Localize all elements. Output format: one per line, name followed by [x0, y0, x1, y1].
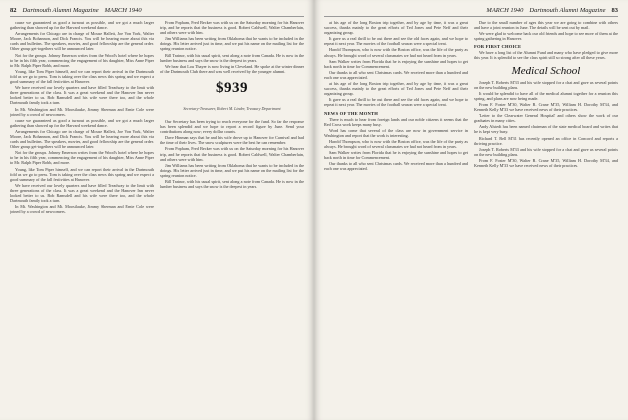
paragraph: From Popham, Fred Becker was with us on the Saturday morning for his Hanover trip, and he reports that the business is good. Robert Caldwell, Walter Chamberlain, and others were with him.	[160, 146, 304, 162]
paragraph: 'Letter to the Clearwater General Hospital' and others show the work of our graduates in many cities.	[474, 113, 618, 124]
left-col-1	[10, 20, 154, 412]
paragraph: Harold Thompson, who is now with the Boston office, was the life of the party as always. He brought word of several classmates we had not heard from in years.	[324, 138, 468, 149]
paragraph: Bill Trainor, with his usual spirit, sent along a note from Canada. He is now in the lumber business and says the snow is the deepest in years.	[160, 52, 304, 63]
paragraph: Arrangements for Chicago are in charge of Mouse Hallett, Joe Von York, Walter Moore, Jack Bohannon, and Dick Francis. You will be hearing more about this via cards and bulletins. The speakers, movies, and good fellowship are the general order. Other group get-togethers will be announced later.	[10, 31, 154, 52]
subhead: NEWS OF THE MONTH	[324, 110, 379, 116]
issue-date: MARCH 1940	[104, 7, 142, 14]
right-page	[314, 0, 628, 420]
page-number: 83	[611, 7, 618, 14]
paragraph: at his age of the long Boston trip together, and by age by time, it was a great success, thanks mainly to the great efforts of Ted Jones and Pete Neff and their organizing group.	[324, 20, 468, 36]
price-box	[160, 80, 304, 115]
paragraph: In Mt. Washington and Mt. Moosilauke, Jimmy Sherman and Ernie Cole were joined by a crowd of newcomers.	[10, 106, 154, 117]
paragraph: It would be splendid to have all of the medical alumni together for a reunion this spring, and plans are now being made.	[474, 90, 618, 101]
paragraph: Young, like Tom Piper himself, and we can report their arrival in the Dartmouth fold as we go to press. Tom is taking over the class news this spring and we expect a good summary of the fall festivities at Hanover.	[10, 68, 154, 85]
paragraph: Richard T. Bell M'31 has recently opened an office in Concord and reports a thriving practice.	[474, 135, 618, 146]
paragraph: Not for the groups. Johnny Emerson writes from the Wood's hotel where he hopes to be in his fifth year, commencing the engagement of his daughter, Miss Anne Piper to Mr. Ralph Piper Robb, and more.	[10, 150, 154, 166]
paragraph: cause we guaranteed as good a turnout as possible, and we got a much larger gathering than showed up for the Harvard weekend dance.	[10, 20, 154, 31]
paragraph: We were glad to welcome back our old friends and hope to see more of them at the spring gathering in Hanover.	[474, 31, 618, 42]
paragraph: Our thanks to all who sent Christmas cards. We received more than a hundred and each one was appreciated.	[324, 161, 468, 172]
running-head-right	[324, 6, 618, 17]
price-caption: Secretary-Treasurer, Robert M. Linder, Treasury Department	[183, 105, 281, 111]
right-col-2	[474, 20, 618, 412]
paragraph: Not for the groups. Johnny Emerson writes from the Wood's hotel where he hopes to be in his fifth year, commencing the engagement of his daughter, Miss Anne Piper to Mr. Ralph Piper Robb, and more.	[10, 52, 154, 68]
subhead: FOR FIRST CHOICE	[474, 44, 522, 50]
paragraph: We have received our lovely quarters and have filled Treadway to the limit with three generations of the class. It was a great weekend and the Hanover Inn never looked better to us. Bob Ramsdell and his wife were there too, and the whole Dartmouth family took a turn.	[10, 85, 154, 106]
paragraph: From Popham, Fred Becker was with us on the Saturday morning for his Hanover trip, and he reports that the business is good. Robert Caldwell, Walter Chamberlain, and others were with him.	[160, 20, 304, 36]
paragraph: There is much to hear from foreign lands and our noble citizens it seems that the Red Cross work keeps many busy.	[324, 116, 468, 127]
paragraph: From F. Foster M'30, Walter R. Crane M'35, William H. Dorothy M'34, and Kenneth Kelly M'33 we have received news of their practices.	[474, 157, 618, 168]
section-title: Medical School	[511, 64, 581, 77]
paragraph: Sam Walker writes from Florida that he is enjoying the sunshine and hopes to get back north in time for Commencement.	[324, 150, 468, 161]
paragraph: Word has come that several of the class are now in government service in Washington and report that the work is interesting.	[324, 127, 468, 138]
paragraph: at his age of the long Boston trip together, and by age by time, it was a great success, thanks mainly to the great efforts of Ted Jones and Pete Neff and their organizing group.	[324, 81, 468, 97]
paragraph: In Mt. Washington and Mt. Moosilauke, Jimmy Sherman and Ernie Cole were joined by a crowd of newcomers.	[10, 204, 154, 215]
paragraph: Bill Trainor, with his usual spirit, sent along a note from Canada. He is now in the lumber business and says the snow is the deepest in years.	[160, 178, 304, 190]
paragraph: Jim Williams has been writing from Oklahoma that he wants to be included in the doings. His letter arrived just in time, and we put his name on the mailing list for the spring reunion notice.	[160, 36, 304, 52]
magazine-title: Dartmouth Alumni Magazine	[22, 7, 99, 14]
paragraph: Harold Thompson, who is now with the Boston office, was the life of the party as always. He brought word of several classmates we had not heard from in years.	[324, 47, 468, 58]
paragraph: It gave us a real thrill to be out there and see the old faces again, and we hope to repeat it next year. The movies of the football season were a special treat.	[324, 36, 468, 47]
page-number: 82	[10, 7, 17, 14]
paragraph: Our thanks to all who sent Christmas cards. We received more than a hundred and each one was appreciated.	[324, 69, 468, 80]
paragraph: From F. Foster M'30, Walter R. Crane M'35, William H. Dorothy M'34, and Kenneth Kelly M'33 we have received news of their practices.	[474, 101, 618, 113]
paragraph: It gave us a real thrill to be out there and see the old faces again, and we hope to repeat it next year. The movies of the football season were a special treat.	[324, 97, 468, 108]
paragraph: Joseph T. Roberts M'33 and his wife stopped for a chat and gave us several points on the new building plans.	[474, 146, 618, 157]
paragraph: Joseph T. Roberts M'33 and his wife stopped for a chat and gave us several points on the new building plans.	[474, 79, 618, 90]
paragraph: We have received our lovely quarters and have filled Treadway to the limit with three generations of the class. It was a great weekend and the Hanover Inn never looked better to us. Bob Ramsdell and his wife were there too, and the whole Dartmouth family took a turn.	[10, 182, 154, 204]
right-col-1	[324, 20, 468, 412]
paragraph: Young, like Tom Piper himself, and we can report their arrival in the Dartmouth fold as we go to press. Tom is taking over the class news this spring and we expect a good summary of the fall festivities at Hanover.	[10, 166, 154, 182]
magazine-title: Dartmouth Alumni Magazine	[529, 7, 606, 14]
paragraph: We have a long list of the Alumni Fund and many who have pledged to give more this year. It is splendid to see the class spirit still so strong after all these years.	[474, 50, 618, 61]
paragraph: Jim Williams has been writing from Oklahoma that he wants to be included in the doings. His letter arrived just in time, and we put his name on the mailing list for the spring reunion notice.	[160, 162, 304, 178]
paragraph: Our Secretary has been trying to reach everyone for the fund. So far the response has been splendid and we hope to report a record figure by June. Send your contributions along now; every dollar counts.	[160, 118, 304, 135]
paragraph: cause we guaranteed as good a turnout as possible, and we got a much larger gathering than showed up for the Harvard weekend dance.	[10, 117, 154, 128]
paragraph: Andy Alstedt has been named chairman of the state medical board and writes that he is kept very busy.	[474, 124, 618, 135]
left-col-2	[160, 20, 304, 412]
paragraph: Dave Hinman says that he and his wife drove up to Hanover for Carnival and had the time of their lives. The snow sculptures were the best he can remember.	[160, 135, 304, 146]
price-figure: $939	[216, 79, 248, 96]
paragraph: Arrangements for Chicago are in charge of Mouse Hallett, Joe Von York, Walter Moore, Jack Bohannon, and Dick Francis. You will be hearing more about this via cards and bulletins. The speakers, movies, and good fellowship are the general order. Other group get-togethers will be announced later.	[10, 128, 154, 150]
paragraph: We hear that Lou Thayer is now living in Cleveland. He spoke at the winter dinner of the Dartmouth Club there and was well received by the younger alumni.	[160, 63, 304, 74]
paragraph: Due to the small number of ages this year we are going to combine with others and have a joint reunion in June. The details will be sent out by mail.	[474, 20, 618, 31]
paragraph: Sam Walker writes from Florida that he is enjoying the sunshine and hopes to get back north in time for Commencement.	[324, 58, 468, 69]
issue-date: MARCH 1940	[486, 7, 524, 14]
running-head-left	[10, 6, 304, 17]
